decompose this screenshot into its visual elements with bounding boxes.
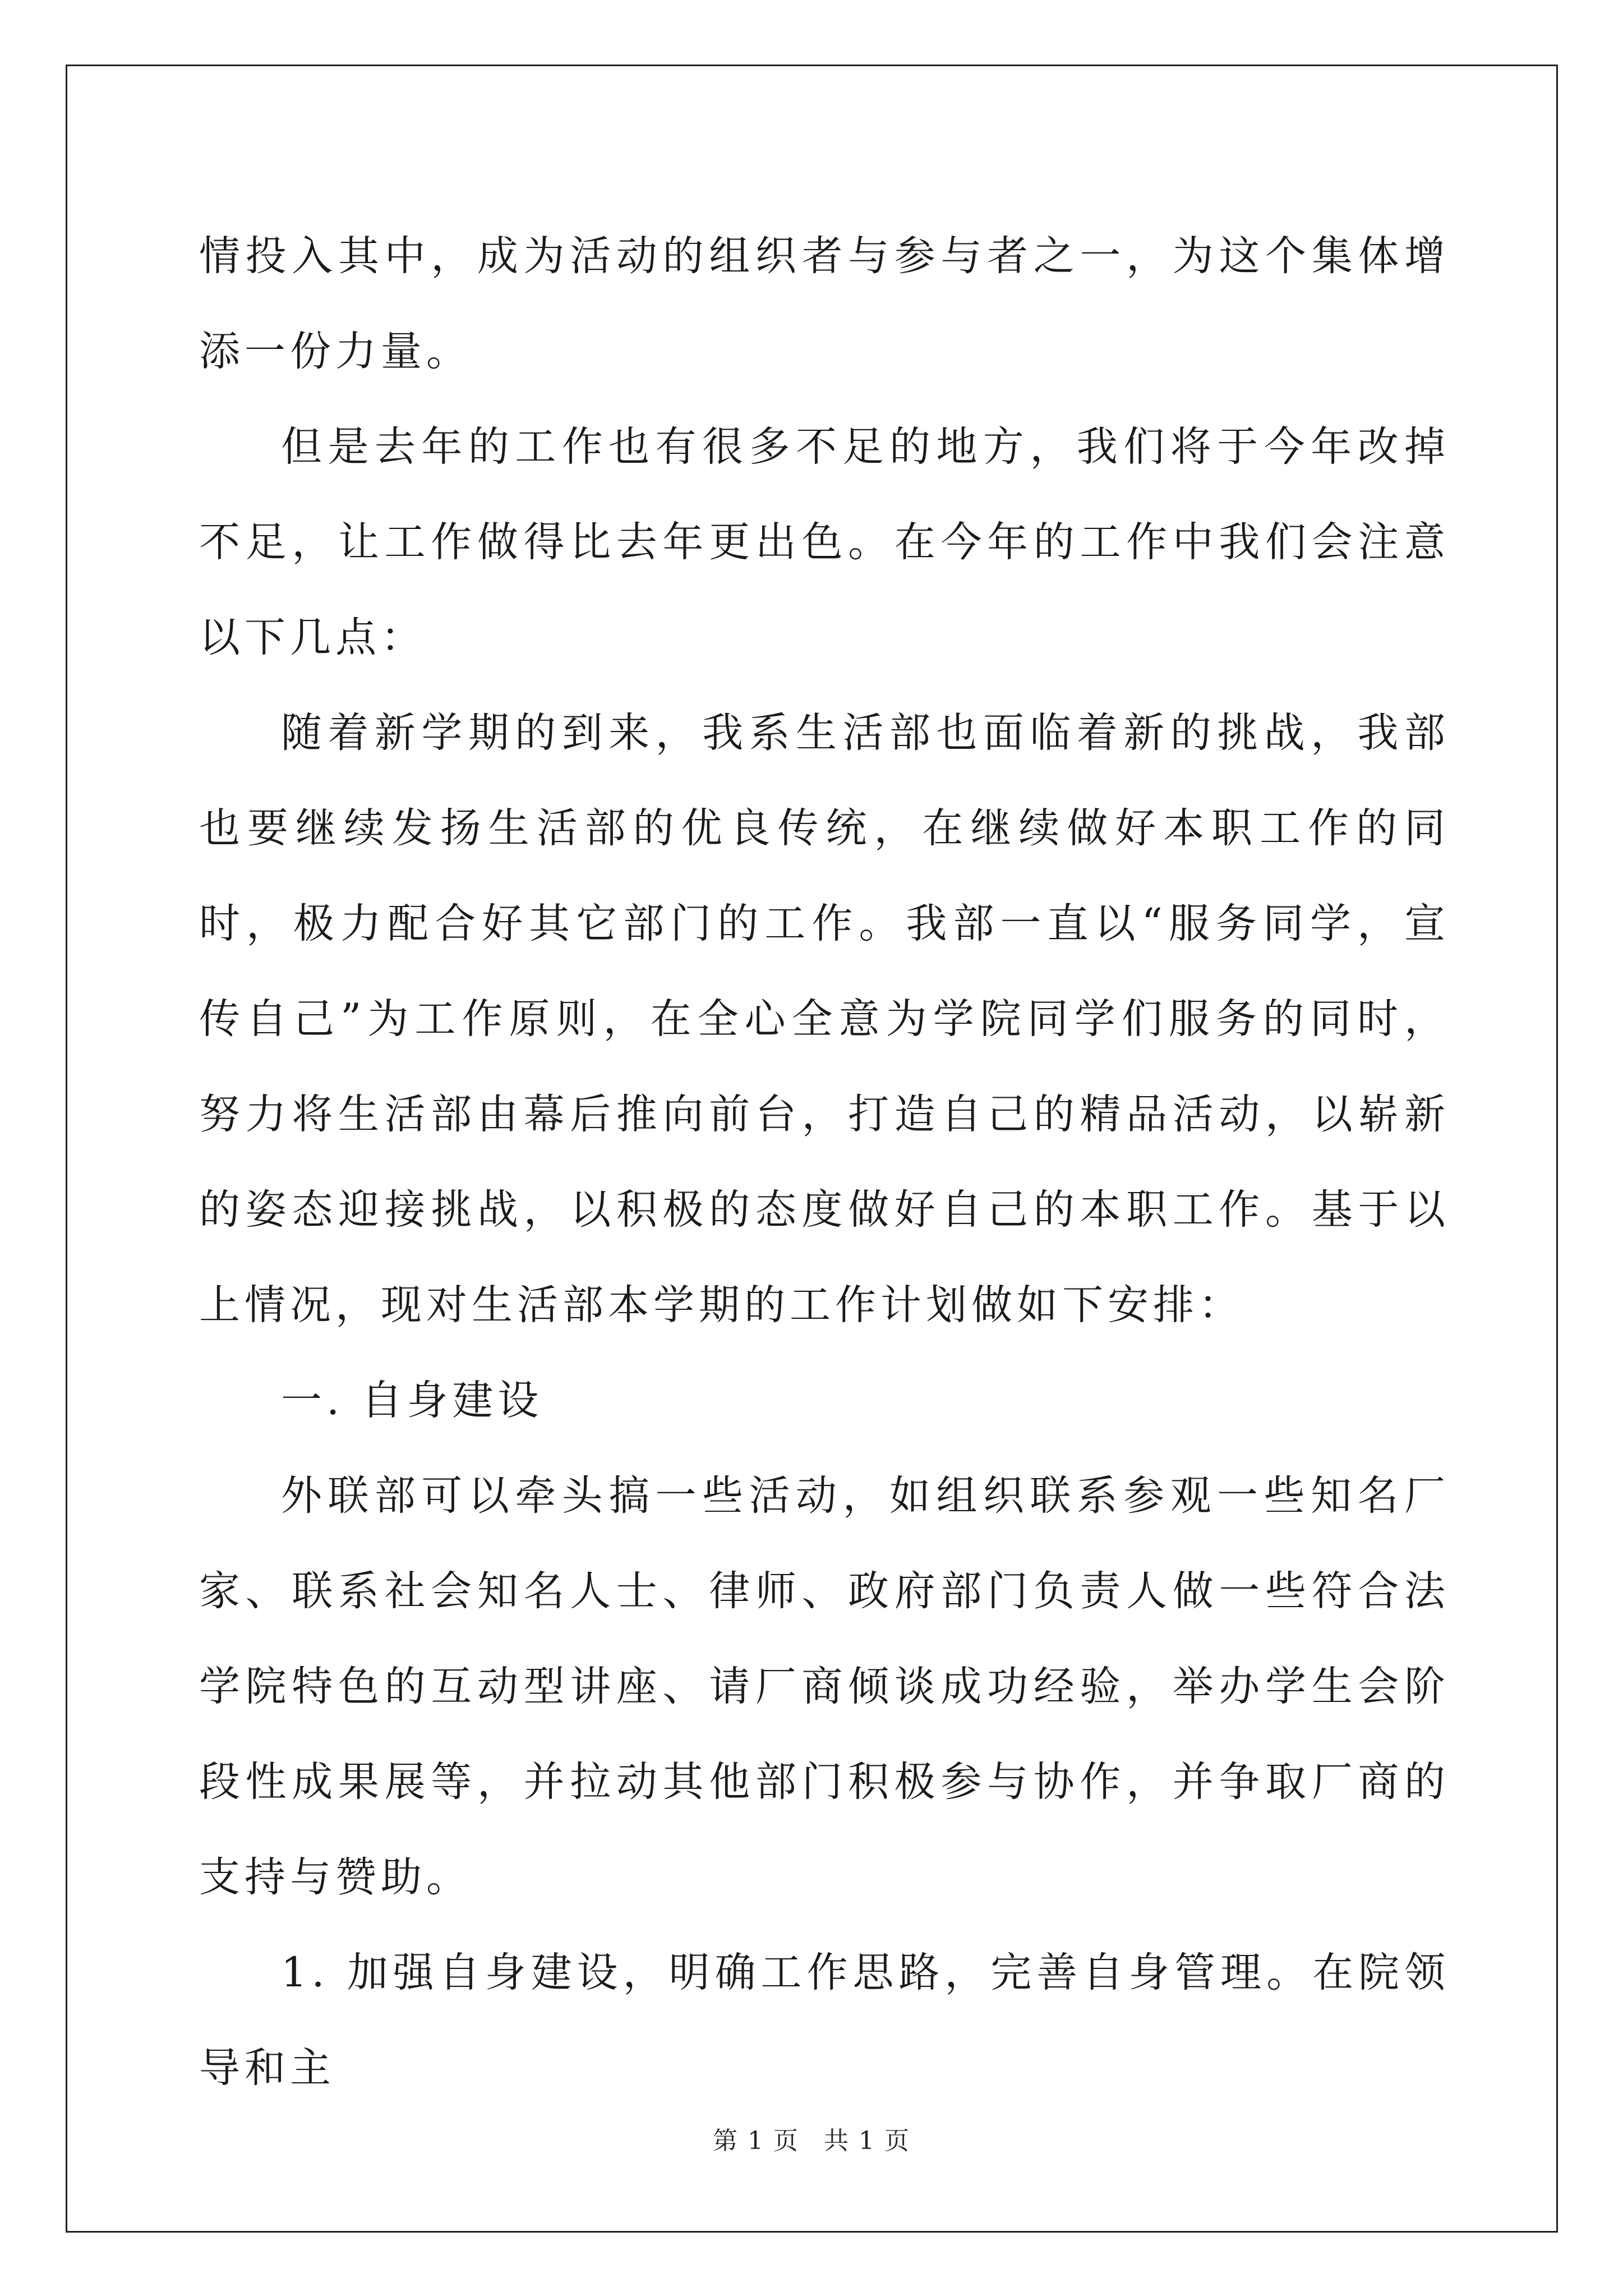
list-item-1: 1. 加强自身建设，明确工作思路，完善自身管理。在院领导和主 bbox=[199, 1949, 1450, 2092]
page-footer bbox=[0, 2120, 1623, 2156]
paragraph-external-relations: 外联部可以牵头搞一些活动，如组织联系参观一些知名厂家、联系社会知名人士、律师、政府部门负责人做一些符合法学院特色的互动型讲座、请厂商倾谈成功经验，举办学生会阶段性成果展等，并拉动其他部门积极参与协作，并争取厂商的支持与赞助。 bbox=[199, 1472, 1450, 1901]
page-total: 共 1 页 bbox=[824, 2127, 910, 2155]
document-body bbox=[199, 209, 1450, 2116]
paragraph-continuation: 情投入其中，成为活动的组织者与参与者之一，为这个集体增添一份力量。 bbox=[199, 232, 1450, 375]
paragraph-shortcomings: 但是去年的工作也有很多不足的地方，我们将于今年改掉不足，让工作做得比去年更出色。在今年的工作中我们会注意以下几点： bbox=[199, 423, 1450, 661]
section-heading-self-building: 一. 自身建设 bbox=[281, 1377, 543, 1424]
paragraph-new-semester: 随着新学期的到来，我系生活部也面临着新的挑战，我部也要继续发扬生活部的优良传统，在继续做好本职工作的同时，极力配合好其它部门的工作。我部一直以“服务同学，宣传自己”为工作原则，在全心全意为学院同学们服务的同时，努力将生活部由幕后推向前台，打造自己的精品活动，以崭新的姿态迎接挑战，以积极的态度做好自己的本职工作。基于以上情况，现对生活部本学期的工作计划做如下安排： bbox=[199, 709, 1450, 1329]
page-number: 第 1 页 bbox=[713, 2127, 799, 2155]
